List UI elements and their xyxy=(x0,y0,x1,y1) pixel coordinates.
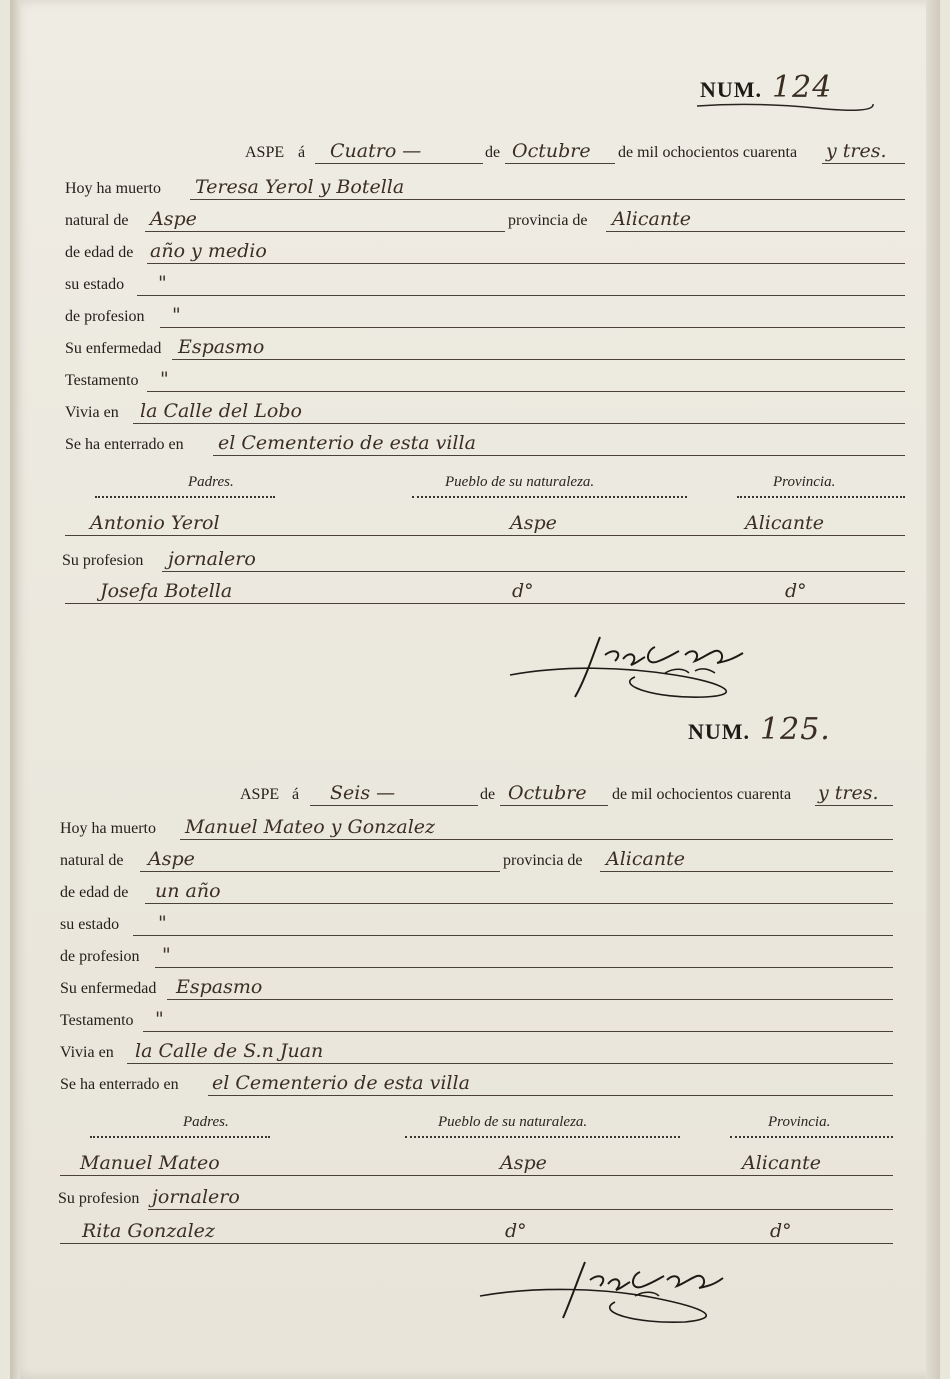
provincia-header: Provincia. xyxy=(768,1114,831,1130)
father-profesion-value: jornalero xyxy=(152,1186,240,1208)
mother-pueblo: d° xyxy=(505,1220,527,1242)
pueblo-header: Pueblo de su naturaleza. xyxy=(438,1114,588,1130)
edad-label: de edad de xyxy=(60,884,129,901)
profesion-row xyxy=(0,304,950,330)
natural-row xyxy=(0,848,950,874)
record-number xyxy=(688,712,831,747)
enfermedad-value: Espasmo xyxy=(178,336,265,358)
profesion-row xyxy=(0,944,950,970)
father-name: Antonio Yerol xyxy=(90,512,220,534)
edad-label: de edad de xyxy=(65,244,134,261)
profesion-label: de profesion xyxy=(60,948,140,965)
mother-row xyxy=(0,1220,950,1246)
num-label: NUM. xyxy=(700,77,763,102)
month-value: Octubre xyxy=(512,140,591,162)
edad-value: un año xyxy=(155,880,221,902)
testamento-label: Testamento xyxy=(65,372,139,389)
deceased-label: Hoy ha muerto xyxy=(65,180,161,197)
provincia-header: Provincia. xyxy=(773,474,836,490)
vivia-row xyxy=(0,400,950,426)
provincia-value: Alicante xyxy=(606,848,685,870)
vivia-value: la Calle del Lobo xyxy=(140,400,302,422)
estado-value: " xyxy=(158,912,167,934)
enterrado-label: Se ha enterrado en xyxy=(60,1076,179,1093)
pueblo-divider xyxy=(405,1136,680,1141)
father-provincia: Alicante xyxy=(745,512,824,534)
estado-label: su estado xyxy=(65,276,125,293)
enfermedad-label: Su enfermedad xyxy=(65,340,162,357)
father-profesion-row xyxy=(0,548,950,574)
vivia-label: Vivia en xyxy=(65,404,119,421)
father-profesion-label: Su profesion xyxy=(58,1190,140,1207)
father-profesion-label: Su profesion xyxy=(62,552,144,569)
estado-row xyxy=(0,912,950,938)
provincia-divider xyxy=(730,1136,893,1141)
year-label: de mil ochocientos cuarenta xyxy=(612,786,792,803)
testamento-label: Testamento xyxy=(60,1012,134,1029)
num-underline-swash xyxy=(695,100,875,120)
profesion-value: " xyxy=(172,304,181,326)
natural-label: natural de xyxy=(65,212,129,229)
vivia-value: la Calle de S.n Juan xyxy=(135,1040,324,1062)
de-label: de xyxy=(485,144,501,161)
testamento-value: " xyxy=(155,1008,164,1030)
natural-row xyxy=(0,208,950,234)
date-row xyxy=(0,782,950,808)
testamento-row xyxy=(0,1008,950,1034)
father-provincia: Alicante xyxy=(742,1152,821,1174)
vivia-label: Vivia en xyxy=(60,1044,114,1061)
mother-pueblo: d° xyxy=(512,580,534,602)
enterrado-value: el Cementerio de esta villa xyxy=(212,1072,470,1094)
pueblo-divider xyxy=(412,496,687,501)
signature xyxy=(475,1252,735,1330)
deceased-value: Teresa Yerol y Botella xyxy=(195,176,405,198)
a-label: á xyxy=(292,786,300,803)
mother-row xyxy=(0,580,950,606)
month-value: Octubre xyxy=(508,782,587,804)
place-label: ASPE xyxy=(245,144,285,161)
padres-divider xyxy=(95,496,275,501)
edad-row xyxy=(0,880,950,906)
edad-row xyxy=(0,240,950,266)
signature xyxy=(505,625,775,705)
day-value: Cuatro — xyxy=(330,140,422,162)
natural-value: Aspe xyxy=(150,208,197,230)
testamento-row xyxy=(0,368,950,394)
mother-name: Josefa Botella xyxy=(100,580,233,602)
enfermedad-row xyxy=(0,336,950,362)
enterrado-row xyxy=(0,1072,950,1098)
mother-provincia: d° xyxy=(770,1220,792,1242)
provincia-divider xyxy=(737,496,905,501)
enterrado-row xyxy=(0,432,950,458)
testamento-value: " xyxy=(160,368,169,390)
year-suffix: y tres. xyxy=(818,782,879,804)
pueblo-header: Pueblo de su naturaleza. xyxy=(445,474,595,490)
natural-value: Aspe xyxy=(148,848,195,870)
padres-header: Padres. xyxy=(183,1114,229,1130)
provincia-value: Alicante xyxy=(612,208,691,230)
num-label: NUM. xyxy=(688,719,751,744)
estado-row xyxy=(0,272,950,298)
father-pueblo: Aspe xyxy=(510,512,557,534)
profesion-label: de profesion xyxy=(65,308,145,325)
padres-divider xyxy=(90,1136,270,1141)
estado-value: " xyxy=(158,272,167,294)
father-row xyxy=(0,1152,950,1178)
year-suffix: y tres. xyxy=(826,140,887,162)
father-row xyxy=(0,512,950,538)
father-pueblo: Aspe xyxy=(500,1152,547,1174)
year-label: de mil ochocientos cuarenta xyxy=(618,144,798,161)
deceased-label: Hoy ha muerto xyxy=(60,820,156,837)
enterrado-value: el Cementerio de esta villa xyxy=(218,432,476,454)
mother-provincia: d° xyxy=(785,580,807,602)
date-row xyxy=(0,140,950,166)
father-name: Manuel Mateo xyxy=(80,1152,220,1174)
de-label: de xyxy=(480,786,496,803)
enfermedad-value: Espasmo xyxy=(176,976,263,998)
provincia-label: provincia de xyxy=(503,852,583,869)
estado-label: su estado xyxy=(60,916,120,933)
natural-label: natural de xyxy=(60,852,124,869)
enterrado-label: Se ha enterrado en xyxy=(65,436,184,453)
deceased-value: Manuel Mateo y Gonzalez xyxy=(185,816,436,838)
num-value: 125. xyxy=(760,712,831,747)
num-value: 124 xyxy=(772,70,833,105)
profesion-value: " xyxy=(162,944,171,966)
deceased-row xyxy=(0,176,950,202)
day-value: Seis — xyxy=(330,782,396,804)
edad-value: año y medio xyxy=(150,240,267,262)
vivia-row xyxy=(0,1040,950,1066)
enfermedad-row xyxy=(0,976,950,1002)
enfermedad-label: Su enfermedad xyxy=(60,980,157,997)
mother-name: Rita Gonzalez xyxy=(82,1220,215,1242)
provincia-label: provincia de xyxy=(508,212,588,229)
padres-header: Padres. xyxy=(188,474,234,490)
a-label: á xyxy=(298,144,306,161)
place-label: ASPE xyxy=(240,786,280,803)
deceased-row xyxy=(0,816,950,842)
father-profesion-value: jornalero xyxy=(168,548,256,570)
father-profesion-row xyxy=(0,1186,950,1212)
